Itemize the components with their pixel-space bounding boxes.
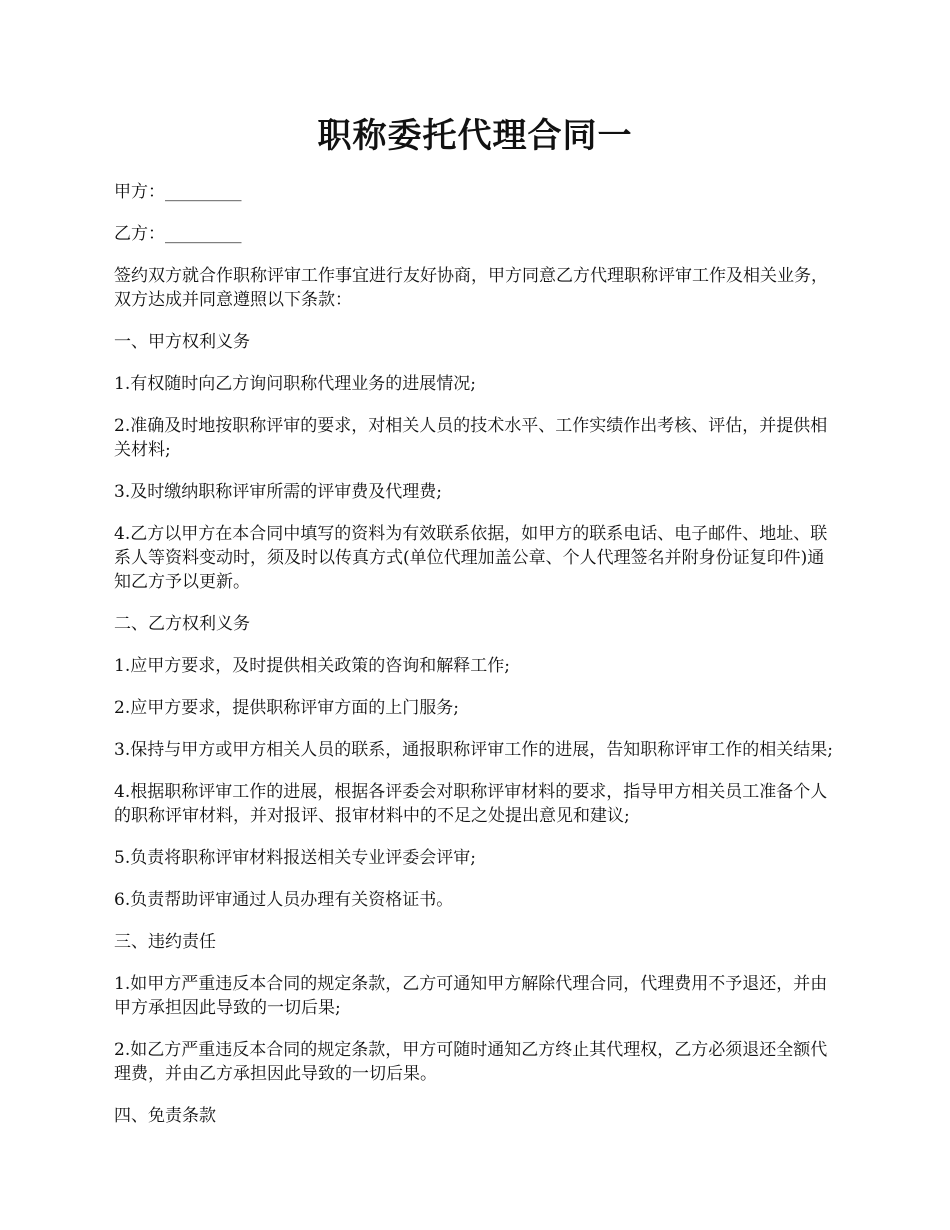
document-title: 职称委托代理合同一: [317, 116, 633, 156]
party-b-clause-1: 1.应甲方要求，及时提供相关政策的咨询和解释工作;: [114, 656, 510, 676]
party-a-clause-1: 1.有权随时向乙方询问职称代理业务的进展情况;: [114, 374, 476, 394]
liability-clause-1: 1.如甲方严重违反本合同的规定条款，乙方可通知甲方解除代理合同，代理费用不予退还，并由甲方承担因此导致的一切后果;: [114, 974, 828, 1018]
intro-paragraph: 签约双方就合作职称评审工作事宜进行友好协商，甲方同意乙方代理职称评审工作及相关业务，双方达成并同意遵照以下条款：: [114, 266, 828, 310]
document-body: [114, 180, 839, 1146]
party-a-clause-4: 4.乙方以甲方在本合同中填写的资料为有效联系依据，如甲方的联系电话、电子邮件、地址、联系人等资料变动时，须及时以传真方式(单位代理加盖公章、个人代理签名并附身份证复印件)通知乙方予以更新。: [114, 524, 828, 592]
party-b-line: 乙方：_________: [114, 224, 242, 244]
party-a-clause-3: 3.及时缴纳职称评审所需的评审费及代理费;: [114, 482, 442, 502]
section-heading-exemption: 四、免责条款: [114, 1106, 216, 1126]
party-b-clause-3: 3.保持与甲方或甲方相关人员的联系，通报职称评审工作的进展，告知职称评审工作的相关结果;: [114, 740, 833, 760]
party-b-clause-2: 2.应甲方要求，提供职称评审方面的上门服务;: [114, 698, 459, 718]
party-b-clause-5: 5.负责将职称评审材料报送相关专业评委会评审;: [114, 848, 476, 868]
section-heading-party-a: 一、甲方权利义务: [114, 332, 250, 352]
party-b-clause-6: 6.负责帮助评审通过人员办理有关资格证书。: [114, 890, 454, 910]
section-heading-liability: 三、违约责任: [114, 932, 216, 952]
liability-clause-2: 2.如乙方严重违反本合同的规定条款，甲方可随时通知乙方终止其代理权，乙方必须退还全额代理费，并由乙方承担因此导致的一切后果。: [114, 1040, 828, 1084]
party-a-clause-2: 2.准确及时地按职称评审的要求，对相关人员的技术水平、工作实绩作出考核、评估，并提供相关材料;: [114, 416, 828, 460]
section-heading-party-b: 二、乙方权利义务: [114, 614, 250, 634]
party-a-line: 甲方：_________: [114, 182, 242, 202]
party-b-clause-4: 4.根据职称评审工作的进展，根据各评委会对职称评审材料的要求，指导甲方相关员工准备个人的职称评审材料，并对报评、报审材料中的不足之处提出意见和建议;: [114, 782, 828, 826]
